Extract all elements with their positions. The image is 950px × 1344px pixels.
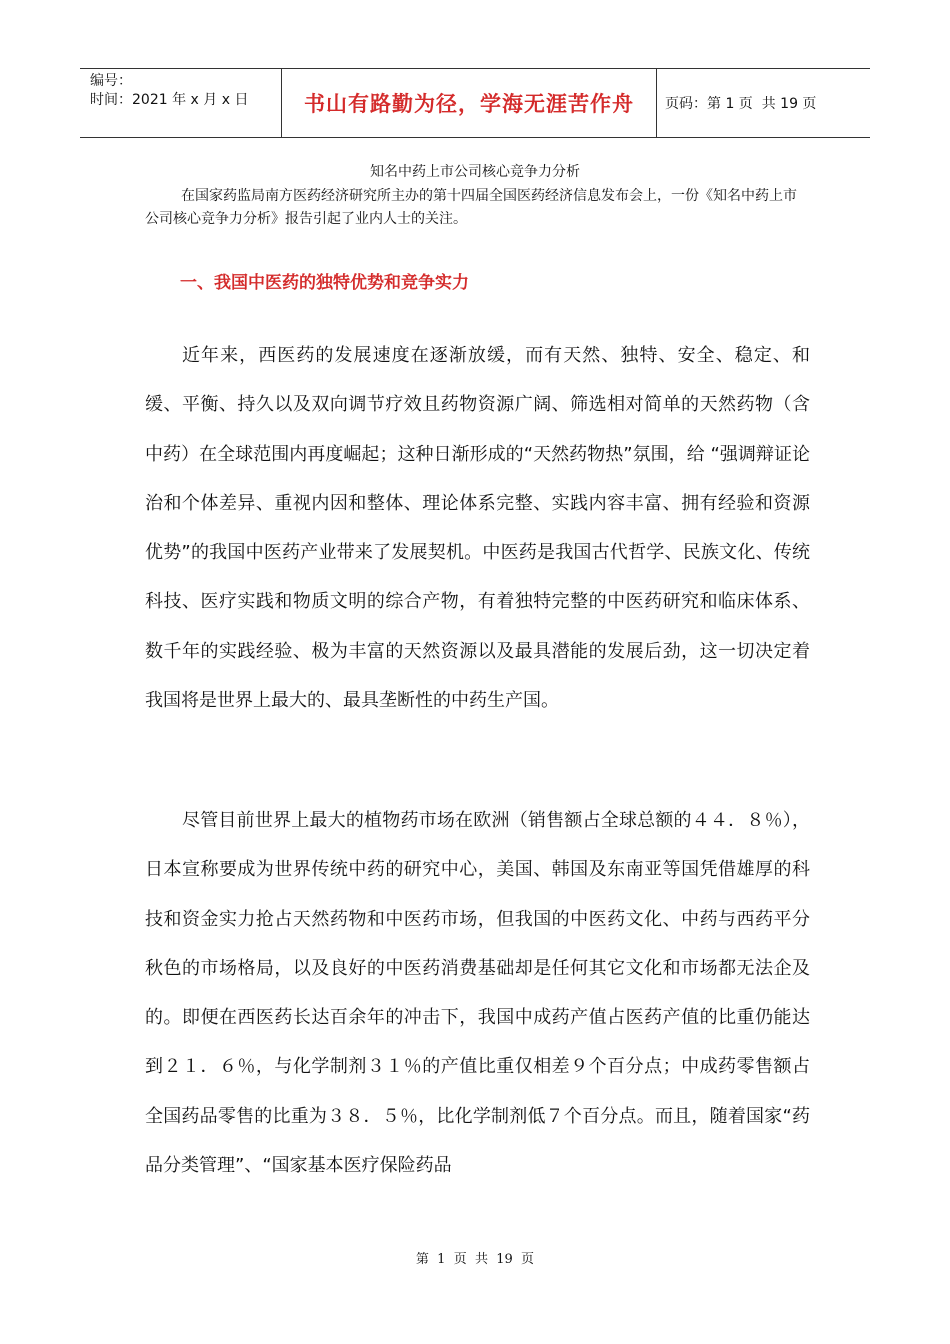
header-motto-cell [282,69,657,137]
header-motto: 书山有路勤为径，学海无涯苦作舟 [304,92,634,116]
document-time-label: 时间：2021 年 x 月 x 日 [90,92,249,108]
page-header [80,68,870,138]
header-meta [80,69,282,137]
document-number-label: 编号： [90,73,132,89]
body-paragraph: 近年来，西医药的发展速度在逐渐放缓，而有天然、独特、安全、稳定、和缓、平衡、持久以及双向调节疗效且药物资源广阔、筛选相对简单的天然药物（含中药）在全球范围内再度崛起；这种日渐形成的“天然药物热”氛围，给 “强调辩证论治和个体差异、重视内因和整体、理论体系完整、实践内容丰富、拥有经验和资源优势”的我国中医药产业带来了发展契机。中医药是我国古代哲学、民族文化、传统科技、医疗实践和物质文明的综合产物，有着独特完整的中医药研究和临床体系、数千年的实践经验、极为丰富的天然资源以及最具潜能的发展后劲，这一切决定着我国将是世界上最大的、最具垄断性的中药生产国。 [145,345,810,712]
body-paragraph: 尽管目前世界上最大的植物药市场在欧洲（销售额占全球总额的４４．８％），日本宣称要成为世界传统中药的研究中心，美国、韩国及东南亚等国凭借雄厚的科技和资金实力抢占天然药物和中医药市场，但我国的中医药文化、中药与西药平分秋色的市场格局，以及良好的中医药消费基础却是任何其它文化和市场都无法企及的。即便在西医药长达百余年的冲击下，我国中成药产值占医药产值的比重仍能达到２１．６％，与化学制剂３１％的产值比重仅相差９个百分点；中成药零售额占全国药品零售的比重为３８．５％，比化学制剂低７个百分点。而且，随着国家“药品分类管理”、“国家基本医疗保险药品 [145,810,810,1177]
section-heading: 一、我国中医药的独特优势和竞争实力 [180,273,469,293]
page-footer: 第 1 页 共 19 页 [415,1252,535,1267]
intro-paragraph: 在国家药监局南方医药经济研究所主办的第十四届全国医药经济信息发布会上，一份《知名中药上市公司核心竞争力分析》报告引起了业内人士的关注。 [145,188,797,227]
header-page-info-cell [657,69,870,137]
document-title: 知名中药上市公司核心竞争力分析 [370,164,580,180]
header-page-info: 页码：第 1 页 共 19 页 [665,96,817,112]
